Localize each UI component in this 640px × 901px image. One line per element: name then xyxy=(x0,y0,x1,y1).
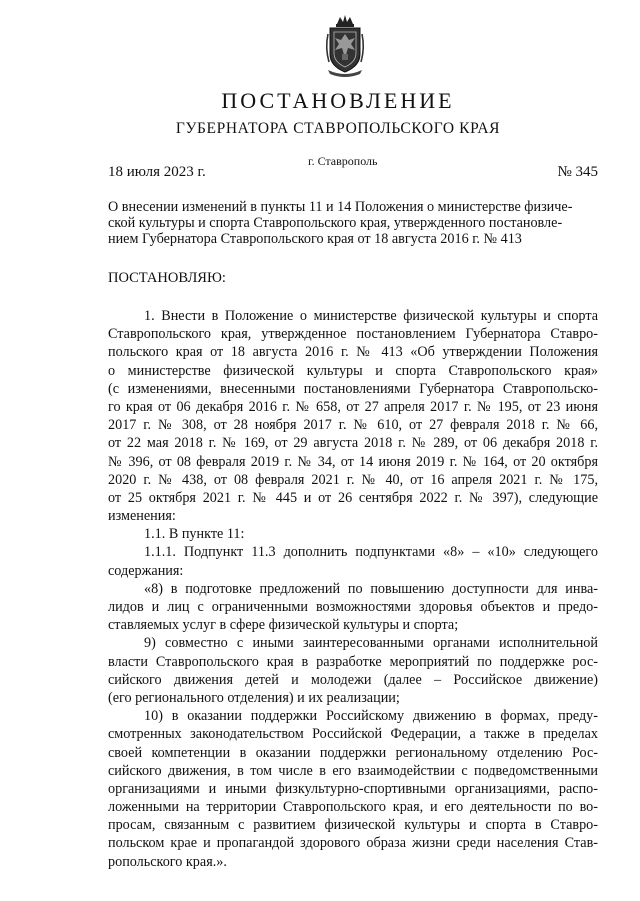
subject-line: ской культуры и спорта Ставропольского края, утвержденного постановле- xyxy=(108,215,563,231)
body-line: организациями и иными физкультурно-спортивными организациями, распо- xyxy=(108,780,598,797)
body-line: своей компетенции в оказании поддержки региональному отделению Рос- xyxy=(108,744,598,761)
body-line: ставляемых услуг в сфере физической культуры и спорта; xyxy=(108,617,459,634)
body-line: ропольского края.». xyxy=(108,853,227,870)
body-line: от 25 октября 2021 г. № 445 и от 26 сентября 2022 г. № 397), следующие xyxy=(108,489,598,506)
document-subject xyxy=(108,199,598,247)
body-line: ложенными на территории Ставропольского края, и его деятельности по во- xyxy=(108,799,598,816)
document-number: № 345 xyxy=(557,164,598,180)
body-line: 1. Внести в Положение о министерстве физической культуры и спорта xyxy=(144,308,598,324)
body-line: 9) совместно с иными заинтересованными органами исполнительной xyxy=(144,635,598,652)
body-line: 2017 г. № 308, от 28 ноября 2017 г. № 610, от 27 февраля 2018 г. № 66, xyxy=(108,417,598,434)
body-line: (с изменениями, внесенными постановлениями Губернатора Ставропольско- xyxy=(108,380,598,397)
body-line: сийского движения, в том числе в его взаимодействии с подведомственными xyxy=(108,762,598,779)
decree-word: ПОСТАНОВЛЯЮ: xyxy=(108,270,226,286)
document-issuer: ГУБЕРНАТОРА СТАВРОПОЛЬСКОГО КРАЯ xyxy=(175,120,501,137)
document-title: ПОСТАНОВЛЕНИЕ xyxy=(221,88,455,113)
body-line: сийского движения детей и молодежи (далее – Российское движение) xyxy=(108,671,598,688)
body-line: 10) в оказании поддержки Российскому движению в формах, преду- xyxy=(144,708,598,725)
body-line: (его регионального отделения) и их реализации; xyxy=(108,689,400,706)
coat-of-arms-emblem xyxy=(324,14,366,78)
body-line: 2020 г. № 438, от 08 февраля 2021 г. № 40, от 16 апреля 2021 г. № 175, xyxy=(108,471,598,488)
subject-line: О внесении изменений в пункты 11 и 14 Положения о министерстве физиче- xyxy=(108,199,573,215)
body-line: содержания: xyxy=(108,562,184,579)
body-line: о министерстве физической культуры и спорта Ставропольского края» xyxy=(108,362,598,379)
body-line: просам, связанным с развитием физической культуры и спорта в Ставро- xyxy=(108,817,598,834)
body-line: польского края от 18 августа 2016 г. № 413 «Об утверждении Положения xyxy=(108,344,598,361)
body-line: от 22 мая 2018 г. № 169, от 29 августа 2018 г. № 289, от 06 декабря 2018 г. xyxy=(108,435,598,452)
body-line: «8) в подготовке предложений по повышению доступности для инва- xyxy=(144,580,598,597)
body-line: лидов и лиц с ограниченными возможностями здоровья объектов и предо- xyxy=(108,599,598,615)
document-city: г. Ставрополь xyxy=(308,154,378,168)
document-body xyxy=(108,307,598,871)
body-line: Ставропольского края, утвержденное постановлением Губернатора Ставро- xyxy=(108,326,598,343)
document-date: 18 июля 2023 г. xyxy=(108,164,206,180)
body-line: 1.1.1. Подпункт 11.3 дополнить подпунктами «8» – «10» следующего xyxy=(144,544,598,561)
body-line: изменения: xyxy=(108,508,176,525)
body-line: власти Ставропольского края в разработке мероприятий по поддержке рос- xyxy=(108,653,598,670)
body-line: смотренных законодательством Российской Федерации, а также в пределах xyxy=(108,726,598,743)
body-line: 1.1. В пункте 11: xyxy=(144,526,245,543)
body-line: го края от 06 декабря 2016 г. № 658, от 27 апреля 2017 г. № 195, от 23 июня xyxy=(108,398,598,415)
body-line: польском крае и пропагандой здорового образа жизни среди населения Став- xyxy=(108,835,598,852)
body-line: № 396, от 08 февраля 2019 г. № 34, от 14 июня 2019 г. № 164, от 20 октября xyxy=(108,453,598,470)
subject-line: нием Губернатора Ставропольского края от 18 августа 2016 г. № 413 xyxy=(108,231,522,247)
